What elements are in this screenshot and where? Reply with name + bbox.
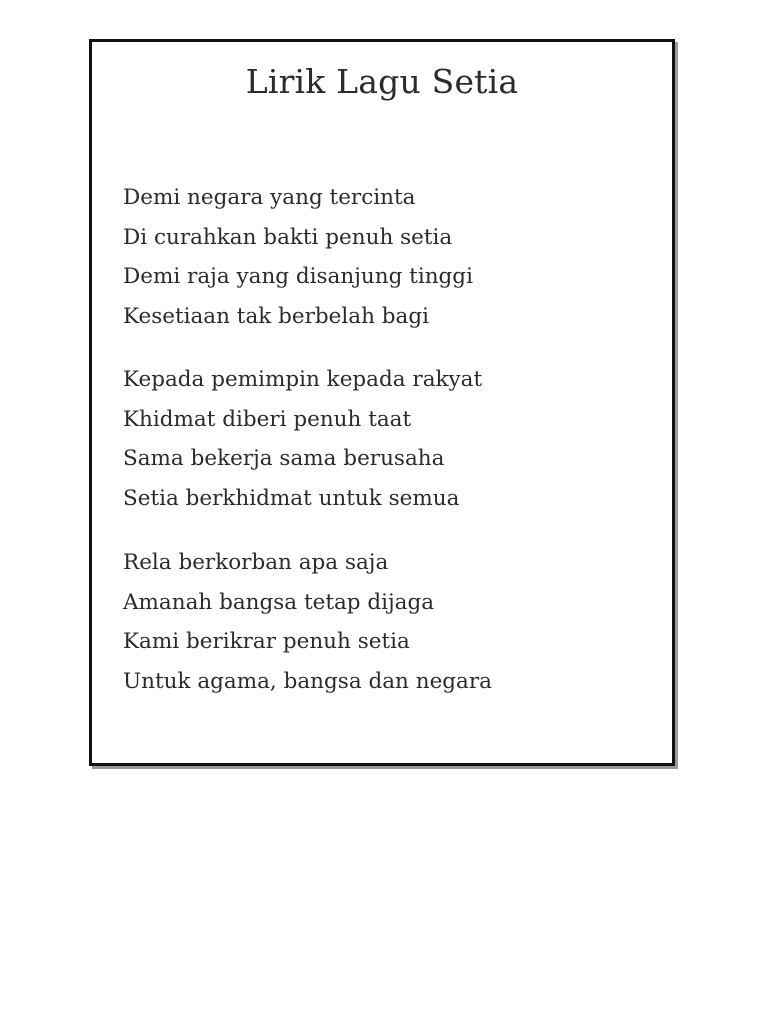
page-title: Lirik Lagu Setia [245, 62, 519, 101]
lyric-line: Di curahkan bakti penuh setia [123, 224, 453, 250]
lyric-line: Demi negara yang tercinta [123, 185, 416, 210]
lyric-line: Kami berikrar penuh setia [123, 629, 410, 654]
lyric-line: Demi raja yang disanjung tinggi [123, 264, 473, 289]
lyric-line: Setia berkhidmat untuk semua [123, 485, 460, 511]
lyrics-frame [89, 39, 675, 766]
lyric-line: Kesetiaan tak berbelah bagi [123, 303, 429, 329]
lyric-line: Khidmat diberi penuh taat [123, 406, 412, 432]
lyric-line: Sama bekerja sama berusaha [123, 446, 445, 471]
lyric-line: Amanah bangsa tetap dijaga [123, 589, 435, 615]
stanza-1 [123, 178, 473, 336]
stanza-2 [123, 360, 482, 518]
lyric-line: Kepada pemimpin kepada rakyat [123, 367, 483, 392]
stanza-3 [123, 543, 492, 701]
lyric-line: Untuk agama, bangsa dan negara [123, 668, 492, 694]
lyric-line: Rela berkorban apa saja [123, 550, 389, 575]
